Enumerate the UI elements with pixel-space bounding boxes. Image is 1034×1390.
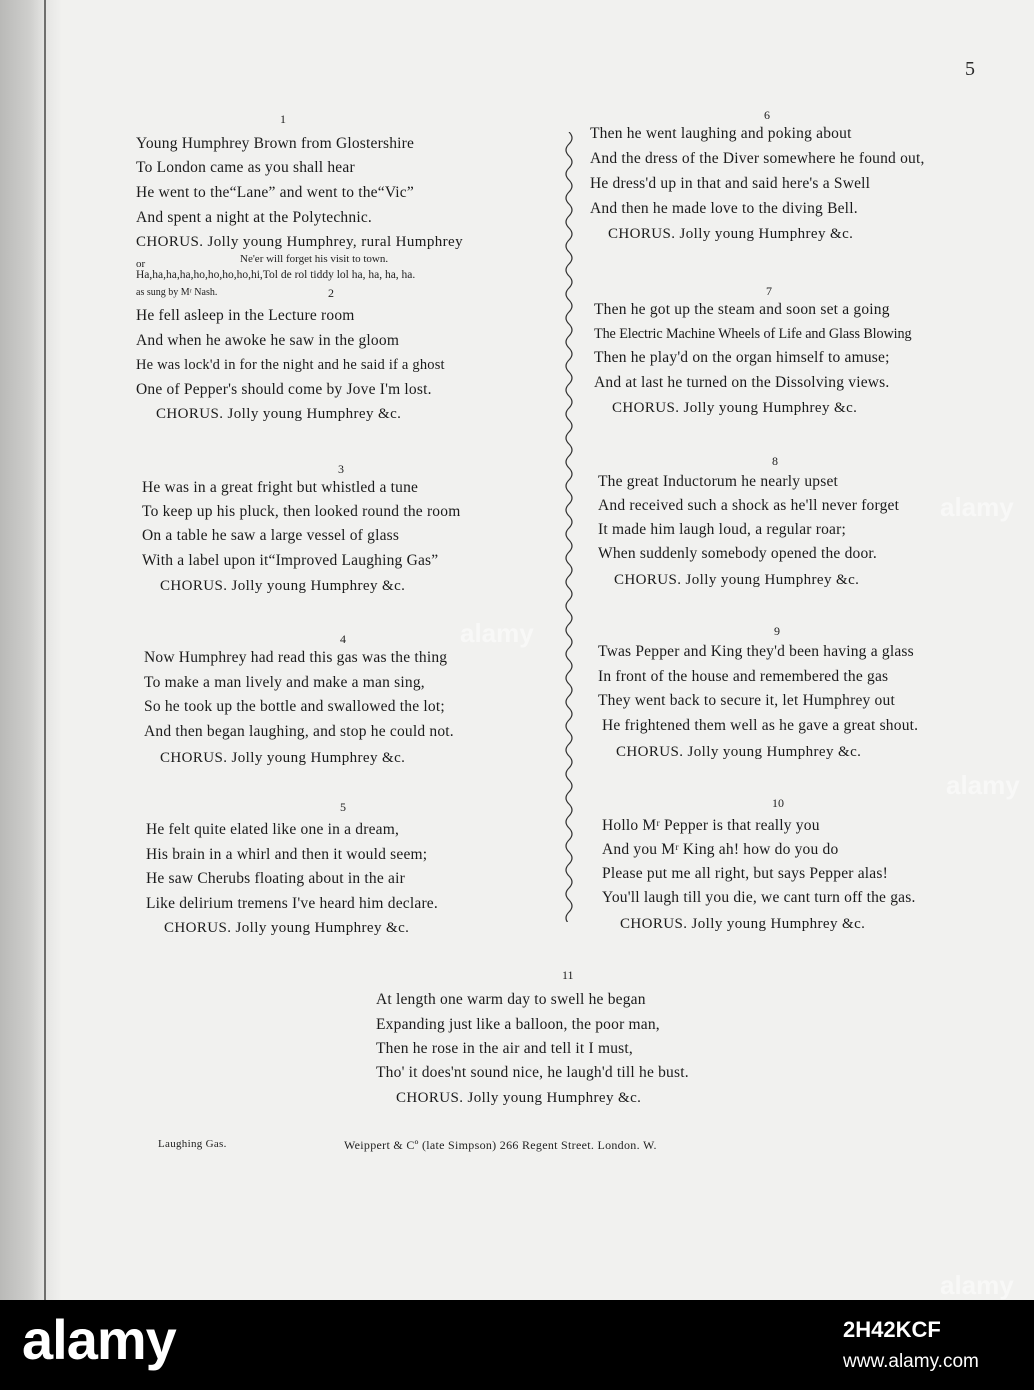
verse-line: Young Humphrey Brown from Glostershire [136, 135, 415, 152]
chorus-line: CHORUS. Jolly young Humphrey &c. [614, 572, 860, 588]
verse-line: Then he play'd on the organ himself to amuse; [594, 349, 890, 366]
page-binding-edge [44, 0, 46, 1300]
page-edge-shadow [0, 0, 62, 1300]
verse-number: 2 [328, 286, 334, 300]
verse-line: He dress'd up in that and said here's a Swell [590, 175, 871, 192]
verse-line: To make a man lively and make a man sing, [144, 674, 425, 691]
verse-line: Hollo Mʳ Pepper is that really you [602, 817, 820, 834]
verse-line: The great Inductorum he nearly upset [598, 473, 839, 490]
verse-line: And the dress of the Diver somewhere he found out, [590, 150, 925, 167]
chorus-line: CHORUS. Jolly young Humphrey &c. [160, 750, 406, 766]
chorus-line: CHORUS. Jolly young Humphrey &c. [160, 578, 406, 594]
verse-line: At length one warm day to swell he began [376, 991, 646, 1008]
image-id-label: 2H42KCF [843, 1317, 941, 1342]
verse-line: To keep up his pluck, then looked round the room [142, 503, 461, 520]
verse-line: He was in a great fright but whistled a tune [142, 479, 419, 496]
watermark: alamy [940, 1270, 1014, 1300]
verse-line: You'll laugh till you die, we cant turn off the gas. [602, 889, 916, 906]
verse-line: When suddenly somebody opened the door. [598, 545, 877, 562]
chorus-line: CHORUS. Jolly young Humphrey &c. [612, 400, 858, 416]
verse-line: On a table he saw a large vessel of glass [142, 527, 400, 544]
footer-title: Laughing Gas. [158, 1138, 227, 1150]
verse-line: Now Humphrey had read this gas was the thing [144, 649, 448, 666]
page-number: 5 [965, 58, 975, 80]
watermark: alamy [460, 618, 534, 648]
verse-line: And received such a shock as he'll never forget [598, 497, 900, 514]
verse-line: And then began laughing, and stop he could not. [144, 723, 454, 740]
verse-number: 7 [766, 284, 772, 298]
verse-line: He saw Cherubs floating about in the air [146, 870, 405, 887]
verse-line: With a label upon it“Improved Laughing Gas” [142, 552, 439, 569]
chorus-line: CHORUS. Jolly young Humphrey &c. [620, 916, 866, 932]
verse-number: 3 [338, 462, 344, 476]
verse-number: 10 [772, 796, 784, 810]
verse-line: So he took up the bottle and swallowed the lot; [144, 698, 445, 715]
verse-line: And then he made love to the diving Bell. [590, 200, 858, 217]
verse-number: 4 [340, 632, 346, 646]
verse-number: 6 [764, 108, 770, 122]
verse-line: One of Pepper's should come by Jove I'm lost. [136, 381, 432, 398]
verse-line: Then he got up the steam and soon set a going [594, 301, 890, 318]
verse-number: 9 [774, 624, 780, 638]
verse-line: In front of the house and remembered the gas [598, 668, 889, 685]
wavy-column-divider [562, 132, 576, 922]
verse-line: He fell asleep in the Lecture room [136, 307, 355, 324]
laugh-line: Ha,ha,ha,ha,ho,ho,ho,ho,hi,Tol de rol tiddy lol ha, ha, ha, ha. [136, 269, 416, 281]
or-label: or [136, 258, 146, 270]
divider-wave [566, 132, 572, 922]
chorus-line: CHORUS. Jolly young Humphrey &c. [608, 226, 854, 242]
verse-line: He frightened them well as he gave a great shout. [602, 717, 919, 734]
verse-line: And spent a night at the Polytechnic. [136, 209, 372, 226]
verse-line: Expanding just like a balloon, the poor man, [376, 1016, 660, 1033]
verse-number: 5 [340, 800, 346, 814]
verse-line: Then he went laughing and poking about [590, 125, 852, 142]
verse-line: And when he awoke he saw in the gloom [136, 332, 400, 349]
verse-line: Then he rose in the air and tell it I must, [376, 1040, 633, 1057]
chorus-line: CHORUS. Jolly young Humphrey &c. [396, 1090, 642, 1106]
verse-line: They went back to secure it, let Humphrey out [598, 692, 895, 709]
site-url-label: www.alamy.com [843, 1351, 979, 1372]
sung-by-credit: as sung by Mʳ Nash. [136, 287, 218, 298]
chorus-line: CHORUS. Jolly young Humphrey &c. [156, 406, 402, 422]
verse-number: 1 [280, 112, 286, 126]
verse-line: He felt quite elated like one in a dream, [146, 821, 400, 838]
verse-line: And at last he turned on the Dissolving views. [594, 374, 890, 391]
verse-line: Tho' it does'nt sound nice, he laugh'd till he bust. [376, 1064, 689, 1081]
verse-line: He was lock'd in for the night and he said if a ghost [136, 357, 445, 373]
verse-line: It made him laugh loud, a regular roar; [598, 521, 846, 538]
footer-publisher: Weippert & Cº (late Simpson) 266 Regent Street. London. W. [344, 1138, 657, 1152]
verse-line: Please put me all right, but says Pepper alas! [602, 865, 888, 882]
verse-line: The Electric Machine Wheels of Life and Glass Blowing [594, 326, 912, 342]
watermark: alamy [946, 770, 1020, 800]
alamy-logo: alamy [22, 1308, 176, 1371]
verse-line: He went to the“Lane” and went to the“Vic” [136, 184, 414, 201]
chorus-line: CHORUS. Jolly young Humphrey, rural Humphrey [136, 234, 464, 250]
verse-number: 8 [772, 454, 778, 468]
verse-line: To London came as you shall hear [136, 159, 355, 176]
verse-line: His brain in a whirl and then it would seem; [146, 846, 428, 863]
chorus-line: CHORUS. Jolly young Humphrey &c. [164, 920, 410, 936]
forget-line: Ne'er will forget his visit to town. [240, 253, 389, 265]
watermark: alamy [940, 492, 1014, 522]
verse-line: Like delirium tremens I've heard him declare. [146, 895, 438, 912]
verse-line: And you Mʳ King ah! how do you do [602, 841, 839, 858]
verse-number: 11 [562, 968, 574, 982]
chorus-line: CHORUS. Jolly young Humphrey &c. [616, 744, 862, 760]
verse-line: Twas Pepper and King they'd been having a glass [598, 643, 914, 660]
